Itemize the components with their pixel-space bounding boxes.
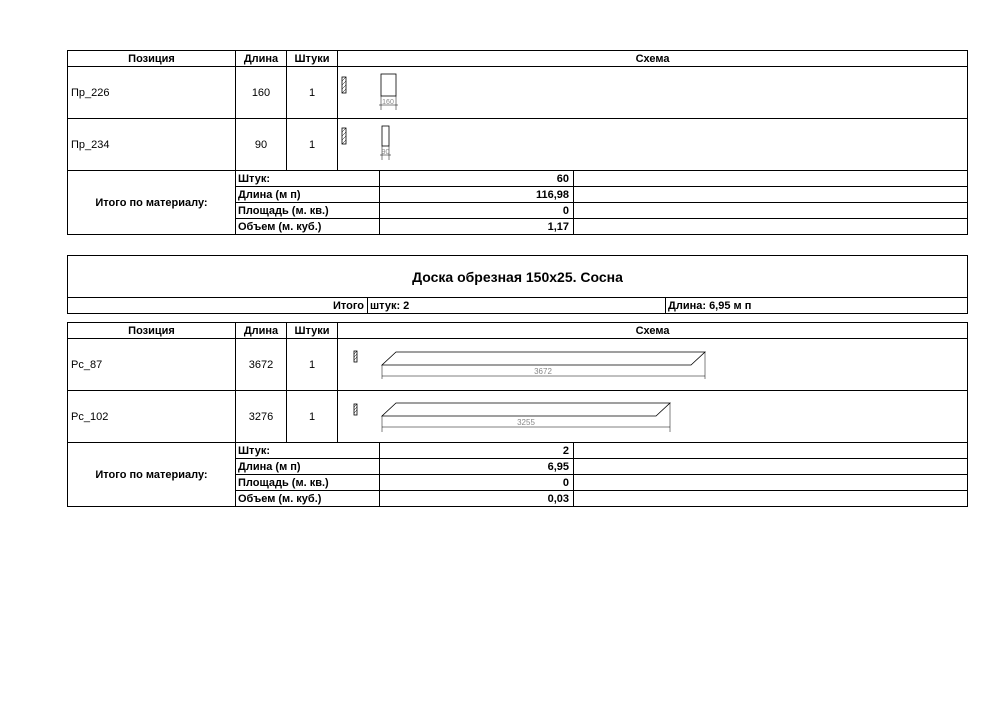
row-scheme bbox=[338, 391, 968, 443]
part-outline bbox=[382, 126, 389, 146]
material-title: Доска обрезная 150х25. Сосна bbox=[68, 256, 968, 298]
hatch-icon bbox=[342, 128, 346, 144]
totals-count-value: 2 bbox=[380, 443, 574, 459]
totals-area-label: Площадь (м. кв.) bbox=[236, 203, 380, 219]
totals-empty-cell bbox=[574, 459, 968, 475]
row-count: 1 bbox=[287, 339, 338, 391]
totals-length-label: Длина (м п) bbox=[236, 187, 380, 203]
totals-count-label: Штук: bbox=[236, 443, 380, 459]
table-header-row bbox=[68, 323, 968, 339]
board-scheme-drawing bbox=[338, 391, 966, 442]
totals-count-label: Штук: bbox=[236, 171, 380, 187]
totals-row bbox=[68, 443, 968, 459]
material-total-label: Итого bbox=[68, 298, 368, 314]
totals-empty-cell bbox=[574, 171, 968, 187]
cutting-table-1 bbox=[67, 50, 968, 235]
board-scheme-drawing bbox=[338, 339, 966, 390]
part-scheme-drawing bbox=[338, 119, 966, 170]
table-row[interactable] bbox=[68, 339, 968, 391]
material-count: штук: 2 bbox=[368, 298, 666, 314]
header-scheme: Схема bbox=[338, 323, 968, 339]
totals-empty-cell bbox=[574, 203, 968, 219]
row-position: Пр_234 bbox=[68, 119, 236, 171]
table-row[interactable] bbox=[68, 119, 968, 171]
totals-length-label: Длина (м п) bbox=[236, 459, 380, 475]
hatch-icon bbox=[354, 351, 357, 362]
totals-row bbox=[68, 171, 968, 187]
header-count: Штуки bbox=[287, 323, 338, 339]
totals-length-value: 116,98 bbox=[380, 187, 574, 203]
board-outline bbox=[382, 352, 705, 365]
header-length: Длина bbox=[236, 51, 287, 67]
totals-empty-cell bbox=[574, 491, 968, 507]
dimension-label: 3255 bbox=[517, 418, 535, 427]
row-position: Рс_102 bbox=[68, 391, 236, 443]
totals-empty-cell bbox=[574, 475, 968, 491]
totals-volume-value: 1,17 bbox=[380, 219, 574, 235]
table-header-row bbox=[68, 51, 968, 67]
header-position: Позиция bbox=[68, 323, 236, 339]
totals-empty-cell bbox=[574, 187, 968, 203]
hatch-icon bbox=[354, 404, 357, 415]
header-position: Позиция bbox=[68, 51, 236, 67]
totals-volume-label: Объем (м. куб.) bbox=[236, 219, 380, 235]
totals-label: Итого по материалу: bbox=[68, 171, 236, 235]
totals-area-value: 0 bbox=[380, 203, 574, 219]
dimension-label: 160 bbox=[382, 99, 394, 106]
totals-label: Итого по материалу: bbox=[68, 443, 236, 507]
totals-length-value: 6,95 bbox=[380, 459, 574, 475]
row-scheme bbox=[338, 67, 968, 119]
table-row[interactable] bbox=[68, 391, 968, 443]
cutting-table-2 bbox=[67, 322, 968, 507]
totals-area-label: Площадь (м. кв.) bbox=[236, 475, 380, 491]
totals-area-value: 0 bbox=[380, 475, 574, 491]
row-count: 1 bbox=[287, 67, 338, 119]
table-row[interactable] bbox=[68, 67, 968, 119]
row-position: Рс_87 bbox=[68, 339, 236, 391]
row-count: 1 bbox=[287, 391, 338, 443]
totals-empty-cell bbox=[574, 219, 968, 235]
totals-volume-label: Объем (м. куб.) bbox=[236, 491, 380, 507]
row-count: 1 bbox=[287, 119, 338, 171]
header-length: Длина bbox=[236, 323, 287, 339]
part-outline bbox=[381, 74, 396, 96]
row-scheme bbox=[338, 339, 968, 391]
row-length: 160 bbox=[236, 67, 287, 119]
board-outline bbox=[382, 403, 670, 416]
row-scheme bbox=[338, 119, 968, 171]
row-length: 3276 bbox=[236, 391, 287, 443]
dimension-label: 3672 bbox=[534, 367, 552, 376]
part-scheme-drawing bbox=[338, 67, 966, 118]
header-scheme: Схема bbox=[338, 51, 968, 67]
row-length: 90 bbox=[236, 119, 287, 171]
row-position: Пр_226 bbox=[68, 67, 236, 119]
dimension-label: 90 bbox=[381, 149, 390, 156]
totals-count-value: 60 bbox=[380, 171, 574, 187]
hatch-icon bbox=[342, 77, 346, 93]
material-length: Длина: 6,95 м п bbox=[666, 298, 968, 314]
totals-volume-value: 0,03 bbox=[380, 491, 574, 507]
row-length: 3672 bbox=[236, 339, 287, 391]
header-count: Штуки bbox=[287, 51, 338, 67]
totals-empty-cell bbox=[574, 443, 968, 459]
material-header bbox=[67, 255, 968, 314]
